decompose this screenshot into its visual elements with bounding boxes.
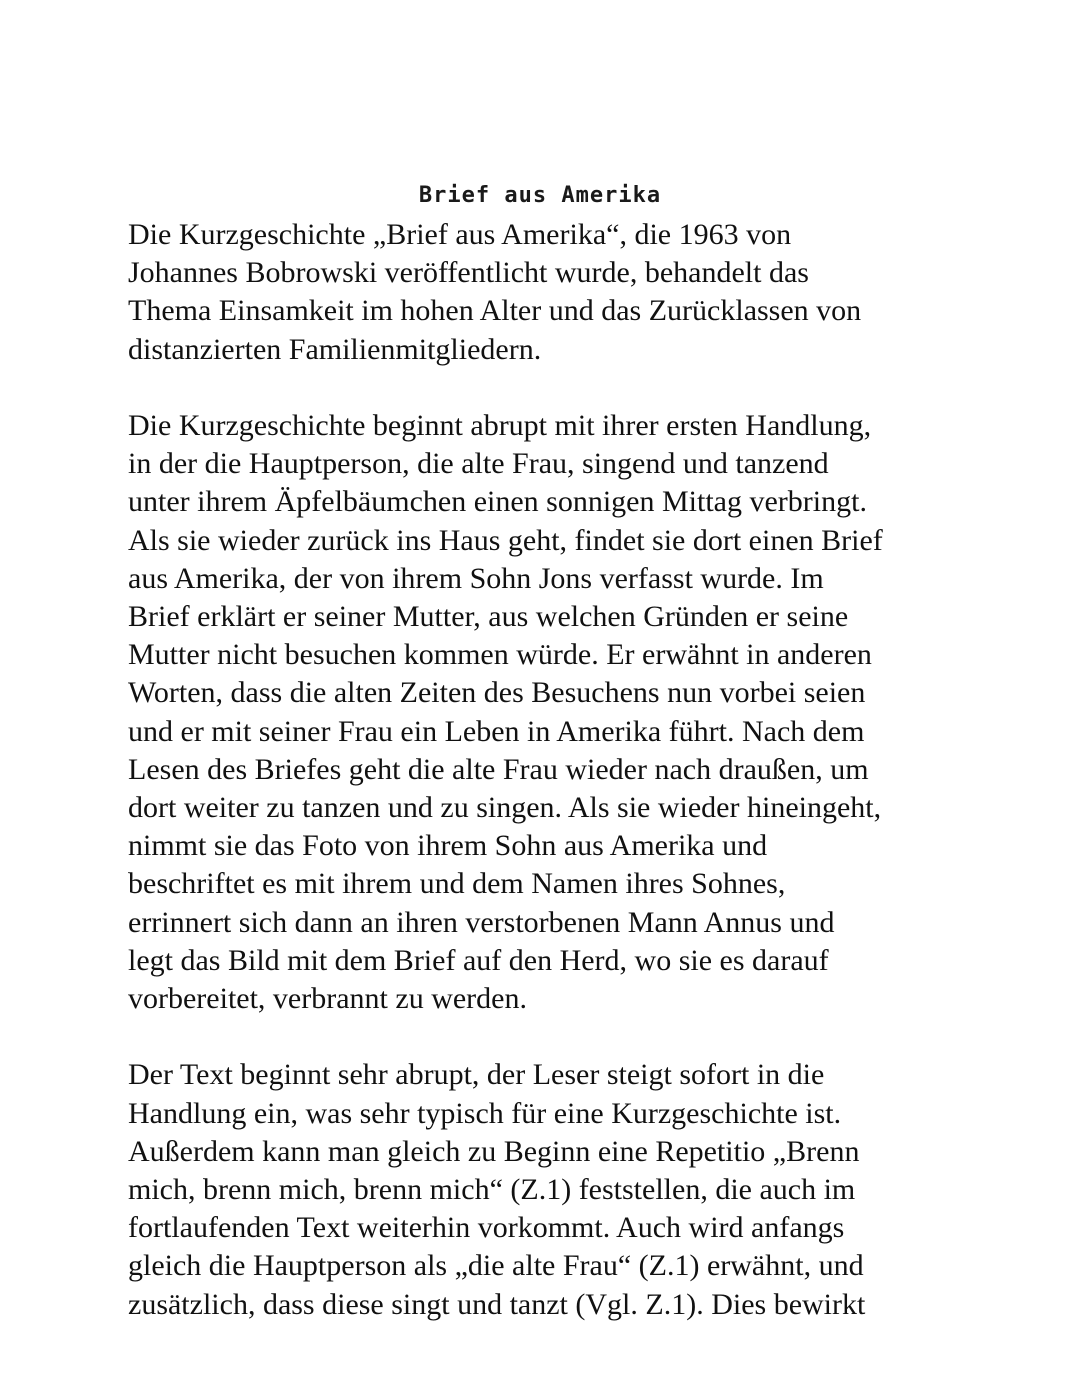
text-line: Handlung ein, was sehr typisch für eine Kurzgeschichte ist. [128,1096,842,1130]
text-line: Die Kurzgeschichte „Brief aus Amerika“, die 1963 von [128,218,792,251]
text-line: Die Kurzgeschichte beginnt abrupt mit ihrer ersten Handlung, [128,409,872,442]
text-line: legt das Bild mit dem Brief auf den Herd, wo sie es darauf [128,943,829,977]
text-line: Mutter nicht besuchen kommen würde. Er erwähnt in anderen [128,638,872,672]
text-line: in der die Hauptperson, die alte Frau, singend und tanzend [128,447,829,481]
text-line: dort weiter zu tanzen und zu singen. Als sie wieder hineingeht, [128,791,882,825]
text-line: Lesen des Briefes geht die alte Frau wieder nach draußen, um [128,752,869,786]
text-line: mich, brenn mich, brenn mich“ (Z.1) feststellen, die auch im [128,1173,856,1207]
text-line: Außerdem kann man gleich zu Beginn eine Repetitio „Brenn [128,1134,860,1168]
text-line: nimmt sie das Foto von ihrem Sohn aus Amerika und [128,829,768,863]
text-line: Johannes Bobrowski veröffentlicht wurde, behandelt das [128,256,809,290]
text-line: gleich die Hauptperson als „die alte Frau“ (Z.1) erwähnt, und [128,1249,864,1283]
paragraph-summary [128,407,963,1018]
text-line: fortlaufenden Text weiterhin vorkommt. Auch wird anfangs [128,1211,845,1245]
text-line: Thema Einsamkeit im hohen Alter und das Zurücklassen von [128,294,862,328]
text-line: distanzierten Familienmitgliedern. [128,332,542,366]
text-line: Der Text beginnt sehr abrupt, der Leser steigt sofort in die [128,1058,825,1092]
text-line: und er mit seiner Frau ein Leben in Amerika führt. Nach dem [128,714,865,748]
text-line: zusätzlich, dass diese singt und tanzt (Vgl. Z.1). Dies bewirkt [128,1287,866,1321]
document-title: Brief aus Amerika [418,183,662,208]
text-line: vorbereitet, verbrannt zu werden. [128,982,527,1016]
text-line: beschriftet es mit ihrem und dem Namen ihres Sohnes, [128,867,786,901]
text-line: unter ihrem Äpfelbäumchen einen sonnigen Mittag verbringt. [128,485,867,519]
paragraph-analysis [128,1056,963,1323]
text-line: Worten, dass die alten Zeiten des Besuchens nun vorbei seien [128,676,866,710]
text-line: Brief erklärt er seiner Mutter, aus welchen Gründen er seine [128,600,849,634]
paragraph-intro [128,216,963,369]
text-line: aus Amerika, der von ihrem Sohn Jons verfasst wurde. Im [128,561,824,595]
text-line: Als sie wieder zurück ins Haus geht, findet sie dort einen Brief [128,523,883,557]
text-line: errinnert sich dann an ihren verstorbenen Mann Annus und [128,905,835,939]
document-body [128,216,963,1324]
